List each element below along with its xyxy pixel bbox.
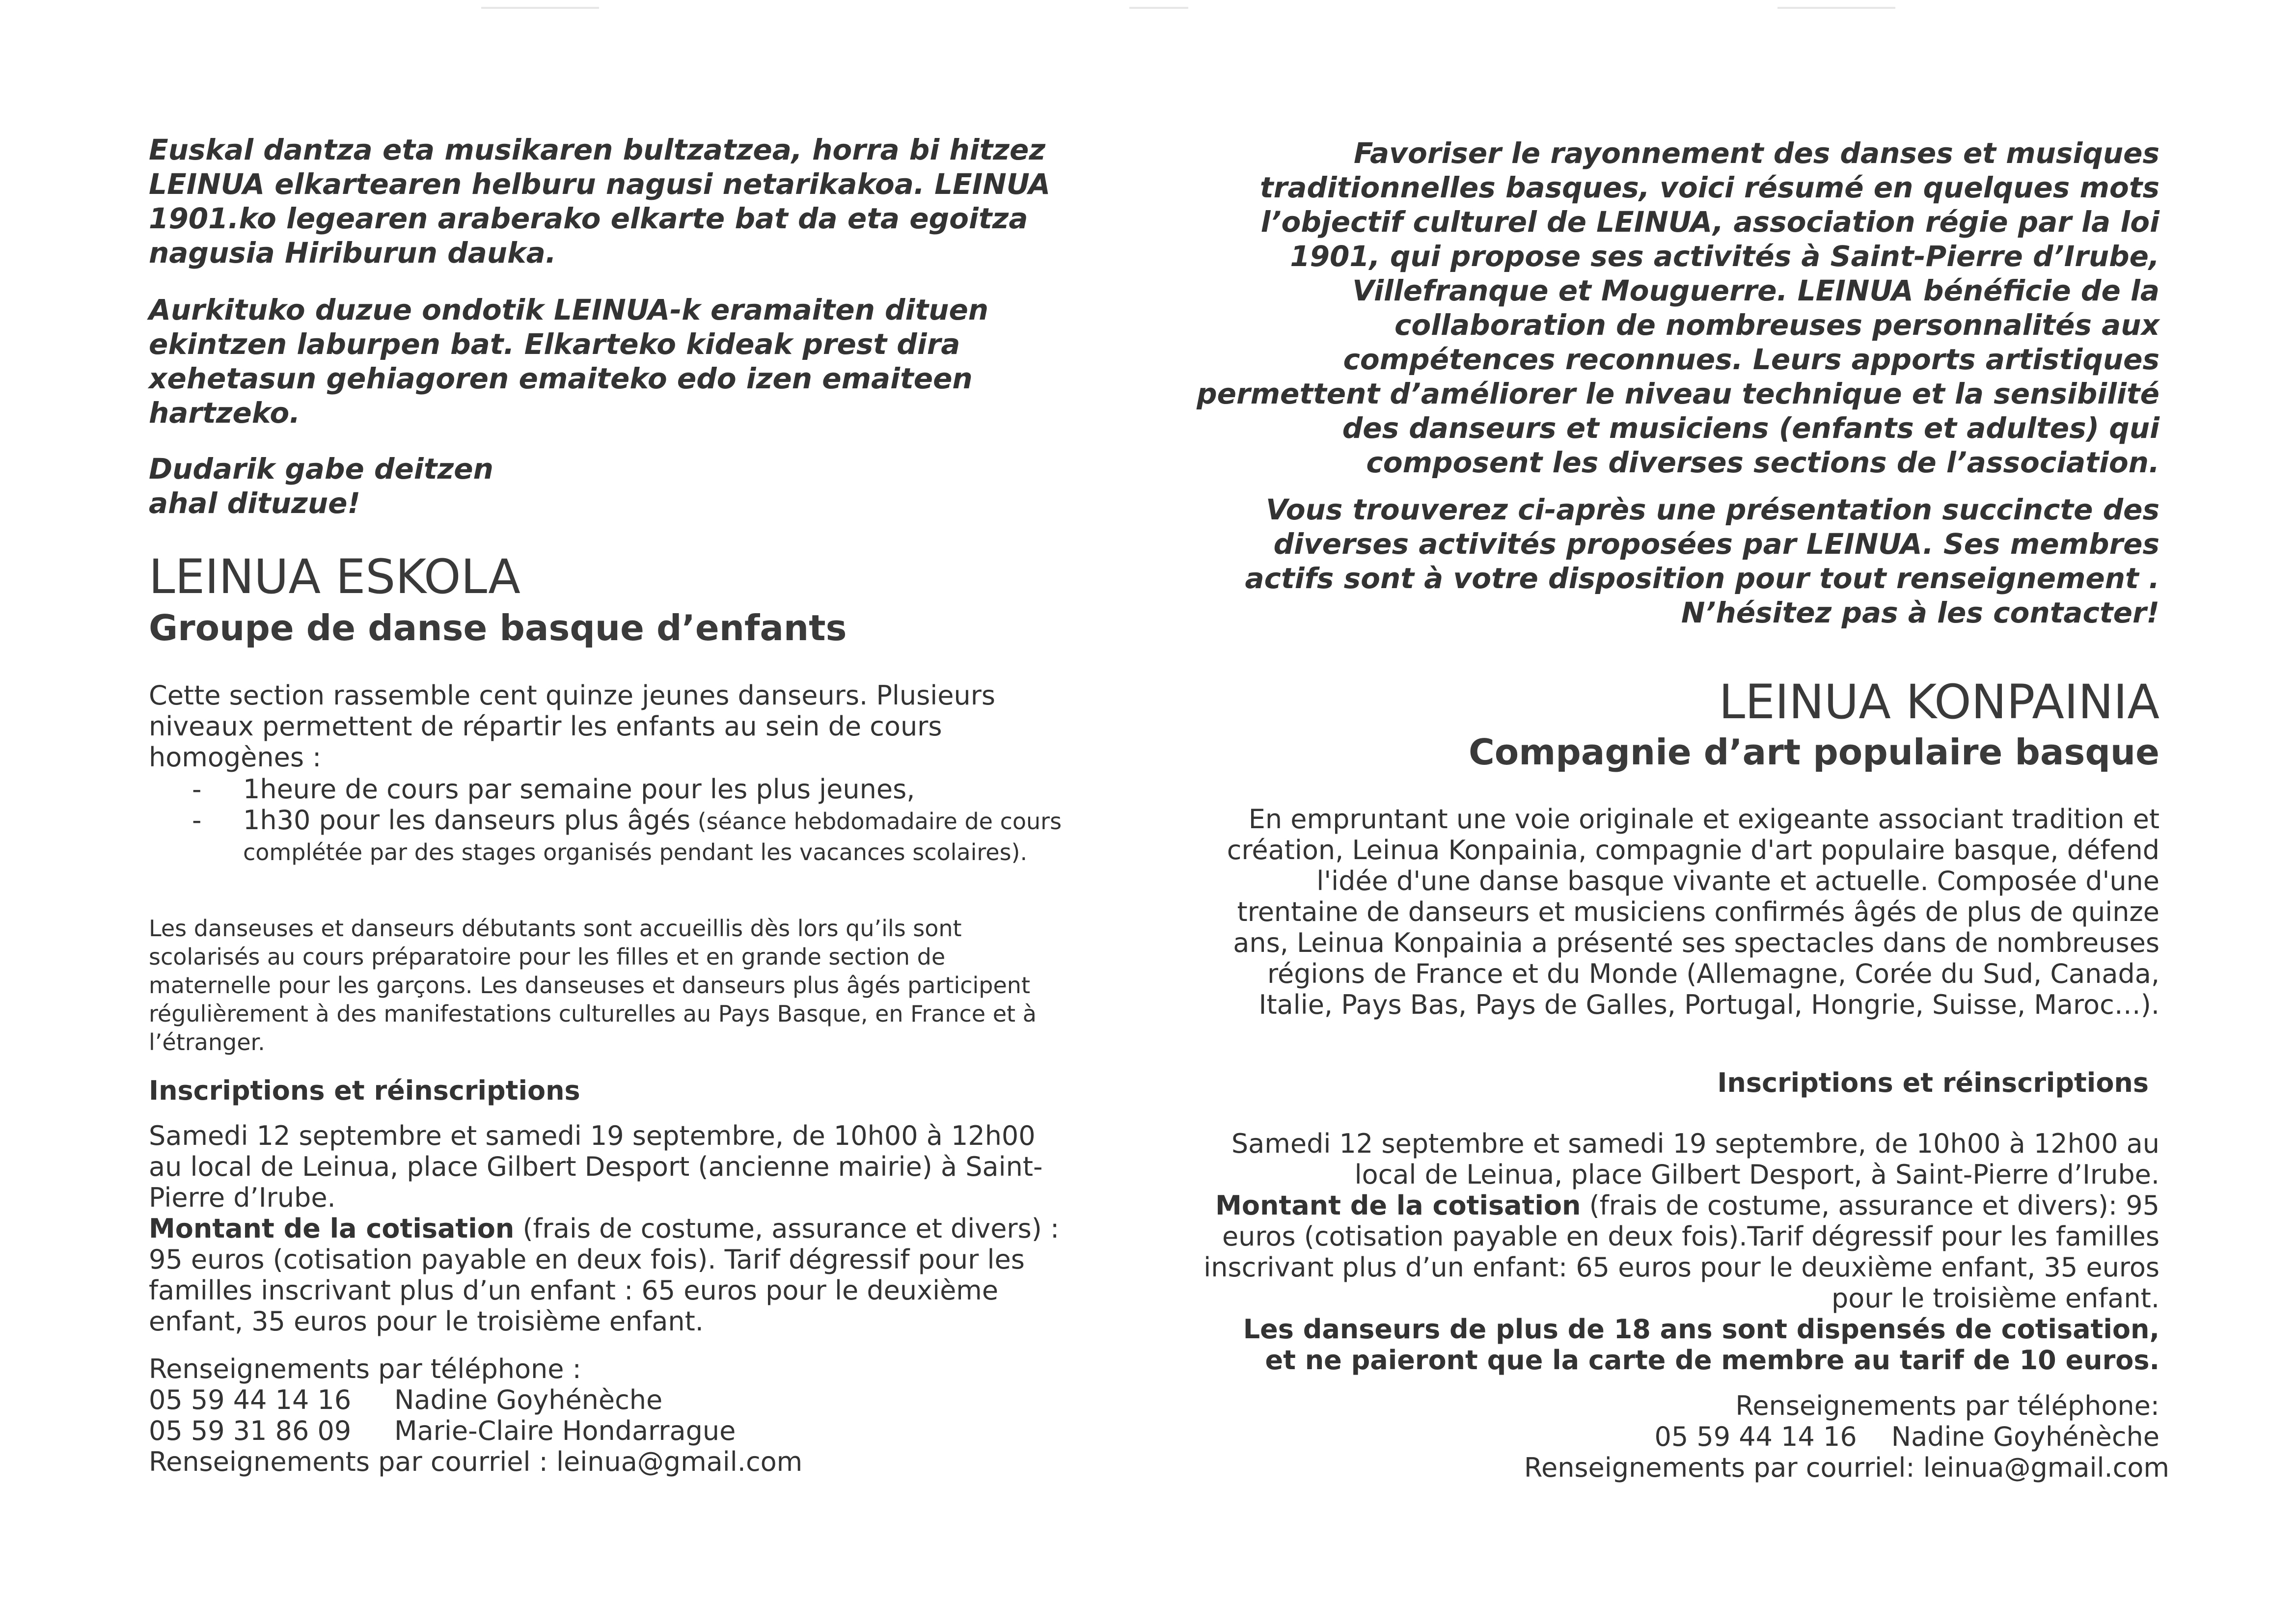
konpainia-email-line: Renseignements par courriel: leinua@gmail.com: [1524, 1452, 2169, 1483]
eskola-title: LEINUA ESKOLA: [149, 549, 520, 604]
eskola-cotisation-label: Montant de la cotisation: [149, 1213, 515, 1244]
konpainia-inscriptions-heading: Inscriptions et réinscriptions: [1717, 1067, 2149, 1098]
eskola-level-note: (séance hebdomadaire de cours complétée par des stages organisés pendant les vacances scolaires).: [243, 808, 1062, 866]
eskola-levels-list: [149, 774, 1072, 866]
dash-bullet: -: [192, 805, 202, 836]
konpainia-cotisation-text: (frais de costume, assurance et divers): 95 euros (cotisation payable en deux fois).Tarif dégressif pour les familles inscrivant plus d’un enfant: 65 euros pour le deuxième enfant, 35 euros pour le troisième enfant.: [1203, 1190, 2159, 1314]
left-column: [149, 0, 1072, 1623]
eskola-cotisation-paragraph: [149, 1213, 1072, 1337]
eskola-cotisation-text: (frais de costume, assurance et divers) : 95 euros (cotisation payable en deux fois). Tarif dégressif pour les familles inscrivant plus d’un enfant : 65 euros pour le deuxième enfant, 35 euros pour le troisième enfant.: [149, 1213, 1060, 1337]
right-column: [1193, 0, 2169, 1623]
basque-intro-paragraph-3: [149, 452, 1072, 520]
contact-name: Nadine Goyhénèche: [394, 1384, 663, 1415]
eskola-level-item: [149, 774, 1072, 805]
basque-intro-line-1: Dudarik gabe deitzen: [149, 452, 493, 486]
eskola-level-item: [149, 805, 1072, 866]
eskola-level-text: 1h30 pour les danseurs plus âgés: [243, 805, 691, 836]
eskola-phone-row-2: [149, 1415, 1072, 1446]
eskola-description: Cette section rassemble cent quinze jeunes danseurs. Plusieurs niveaux permettent de répartir les enfants au sein de cours homogènes :: [149, 680, 996, 773]
basque-intro-paragraph-2: Aurkituko duzue ondotik LEINUA-k eramaiten dituen ekintzen laburpen bat. Elkarteko kideak prest dira xehetasun gehiagoren emaiteko edo izen emaiteen hartzeko.: [149, 293, 989, 430]
french-intro-paragraph-2: Vous trouverez ci-après une présentation succincte des diverses activités proposées par LEINUA. Ses membres actifs sont à votre disposition pour tout renseignement . N’hésitez pas à les contacter!: [1245, 493, 2159, 629]
eskola-phone-label: Renseignements par téléphone :: [149, 1353, 581, 1384]
phone-number: 05 59 44 14 16: [1654, 1421, 1857, 1452]
contact-name: Nadine Goyhénèche: [1891, 1421, 2159, 1452]
konpainia-title: LEINUA KONPAINIA: [1719, 675, 2159, 730]
konpainia-inscriptions-text: Samedi 12 septembre et samedi 19 septembre, de 10h00 à 12h00 au local de Leinua, place Gilbert Desport, à Saint-Pierre d’Irube.: [1231, 1128, 2159, 1190]
konpainia-phone-label: Renseignements par téléphone:: [1735, 1390, 2159, 1421]
konpainia-phone-row-1: [1193, 1421, 2159, 1452]
contact-name: Marie-Claire Hondarrague: [394, 1415, 736, 1446]
eskola-subtitle: Groupe de danse basque d’enfants: [149, 607, 847, 649]
eskola-beginners-paragraph: Les danseuses et danseurs débutants sont accueillis dès lors qu’ils sont scolarisés au cours préparatoire pour les filles et en grande section de maternelle pour les garçons. Les danseuses et danseurs plus âgés participent régulièrement à des manifestations culturelles au Pays Basque, en France et à l’étranger.: [149, 915, 1037, 1055]
eskola-contacts: [149, 1353, 1072, 1477]
konpainia-cotisation-paragraph: [1193, 1190, 2159, 1314]
konpainia-subtitle: Compagnie d’art populaire basque: [1468, 731, 2159, 773]
konpainia-exemption-notice: Les danseurs de plus de 18 ans sont dispensés de cotisation, et ne paieront que la carte de membre au tarif de 10 euros.: [1243, 1314, 2159, 1376]
eskola-level-text: 1heure de cours par semaine pour les plus jeunes,: [243, 774, 915, 805]
dash-bullet: -: [192, 774, 202, 805]
eskola-email-line: Renseignements par courriel : leinua@gmail.com: [149, 1446, 803, 1477]
french-intro-paragraph-1: Favoriser le rayonnement des danses et musiques traditionnelles basques, voici résumé en quelques mots l’objectif culturel de LEINUA, association régie par la loi 1901, qui propose ses activités à Saint-Pierre d’Irube, Villefranque et Mouguerre. LEINUA bénéficie de la collaboration de nombreuses personnalités aux compétences reconnues. Leurs apports artistiques permettent d’améliorer le niveau technique et la sensibilité des danseurs et musiciens (enfants et adultes) qui composent les diverses sections de l’association.: [1197, 136, 2159, 479]
basque-intro-line-2: ahal dituzue!: [149, 487, 360, 520]
eskola-phone-row-1: [149, 1384, 1072, 1415]
eskola-inscriptions-heading: Inscriptions et réinscriptions: [149, 1075, 580, 1106]
eskola-inscriptions-text: Samedi 12 septembre et samedi 19 septembre, de 10h00 à 12h00 au local de Leinua, place Gilbert Desport (ancienne mairie) à Saint-Pierre d’Irube.: [149, 1120, 1043, 1213]
phone-number: 05 59 44 14 16: [149, 1384, 352, 1415]
phone-number: 05 59 31 86 09: [149, 1415, 352, 1446]
basque-intro-paragraph-1: Euskal dantza eta musikaren bultzatzea, horra bi hitzez LEINUA elkartearen helburu nagusi netarikakoa. LEINUA 1901.ko legearen araberako elkarte bat da eta egoitza nagusia Hiriburun dauka.: [149, 133, 1051, 270]
konpainia-cotisation-label: Montant de la cotisation: [1215, 1190, 1581, 1221]
fold-mark-center: [1129, 7, 1188, 9]
konpainia-contacts: [1193, 1390, 2169, 1483]
konpainia-description: En empruntant une voie originale et exigeante associant tradition et création, Leinua Konpainia, compagnie d'art populaire basque, défend l'idée d'une danse basque vivante et actuelle. Composée d'une trentaine de danseurs et musiciens confirmés âgés de plus de quinze ans, Leinua Konpainia a présenté ses spectacles dans de nombreuses régions de France et du Monde (Allemagne, Corée du Sud, Canada, Italie, Pays Bas, Pays de Galles, Portugal, Hongrie, Suisse, Maroc…).: [1227, 804, 2159, 1020]
